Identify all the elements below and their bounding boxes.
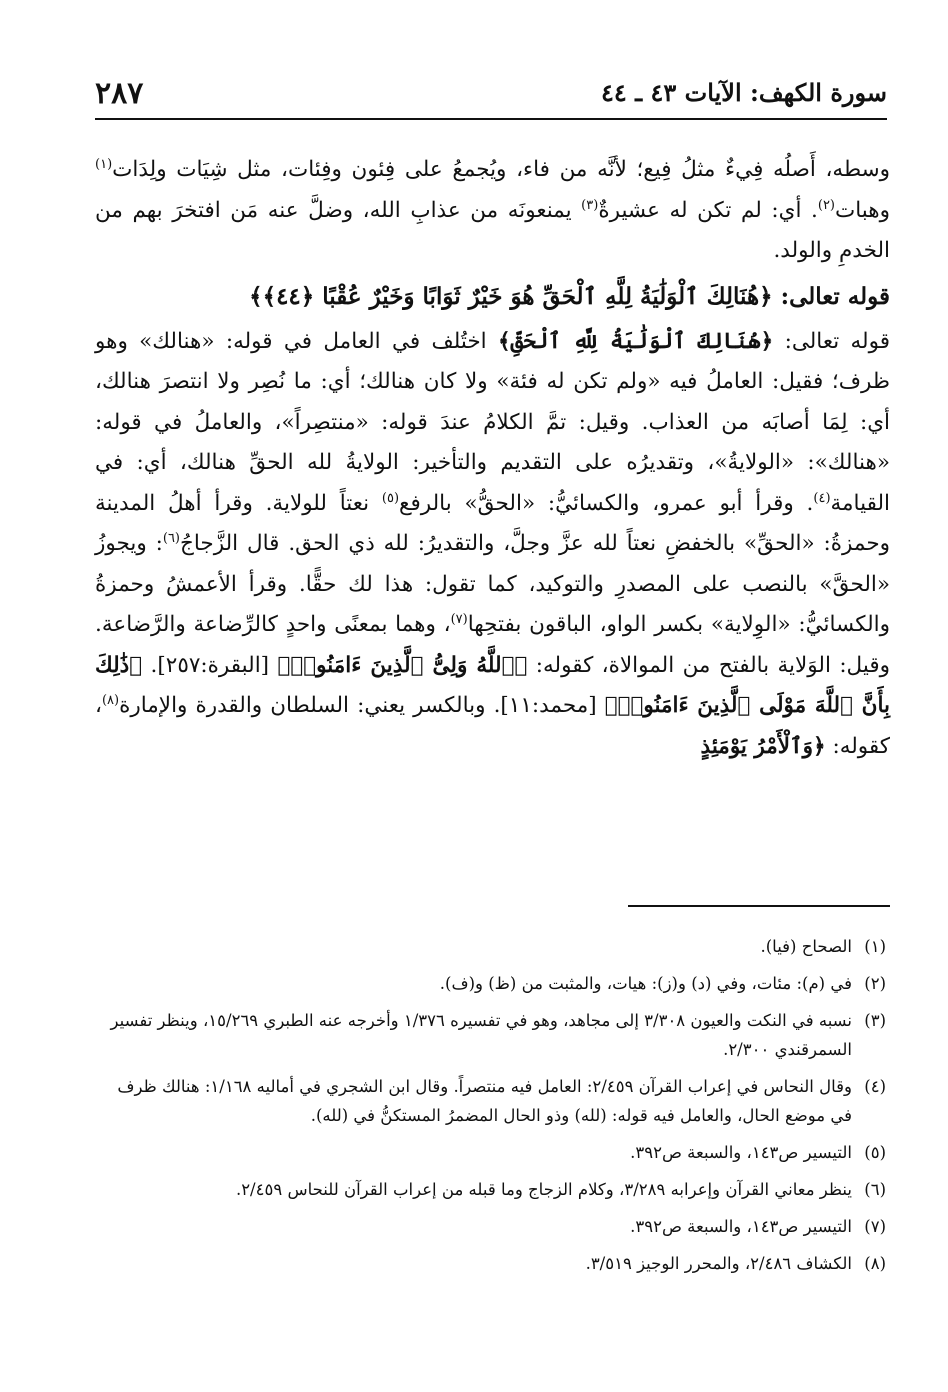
footnote-ref-3: (٣): [581, 197, 599, 213]
quran-quote: ﴿ذَٰلِكَ بِأَنَّ ٱللَّهَ مَوْلَى ٱلَّذِينَ ءَامَنُوا۟﴾: [95, 652, 890, 718]
footnote-number: (٧): [864, 1217, 886, 1236]
verse-heading-label: قوله تعالى:: [772, 282, 890, 310]
footnote-ref-4: (٤): [813, 490, 831, 506]
footnote-number: (٦): [864, 1180, 886, 1199]
text-run: ، كقوله:: [95, 693, 890, 759]
citation: [محمد:١١]. وبالكسر يعني: السلطان والقدرة والإمارة: [119, 693, 605, 718]
footnote-number: (٤): [864, 1077, 886, 1096]
main-text: [95, 150, 890, 767]
footnote-number: (٣): [864, 1011, 886, 1030]
running-title: سورة الكهف: الآيات ٤٣ ـ ٤٤: [601, 78, 887, 107]
footnote: [100, 969, 886, 998]
page-header: [95, 74, 887, 120]
text-run: . وقرأ أبو عمرو، والكسائيُّ: «الحقُّ» بالرفع: [399, 490, 814, 516]
quran-quote: ﴿هُنَالِكَ ٱلْوَلَٰيَةُ لِلَّهِ ٱلْحَقِّ﴾: [497, 328, 774, 354]
paragraph-2: [95, 322, 890, 768]
footnote-ref-2: (٢): [817, 197, 835, 213]
quran-quote: ﴿ٱللَّهُ وَلِىُّ ٱلَّذِينَ ءَامَنُوا۟﴾: [277, 652, 528, 678]
footnote-text: التيسير ص١٤٣، والسبعة ص٣٩٢.: [630, 1217, 852, 1236]
citation: [البقرة:٢٥٧].: [142, 652, 278, 678]
paragraph-1: [95, 150, 890, 272]
footnote-number: (١): [864, 937, 886, 956]
footnote: [100, 1072, 886, 1130]
text-run: : ويجوزُ «الحقَّ» بالنصب على المصدرِ والتوكيد، كما تقول: هذا لك حقًّا. وقرأ الأعمشُ وحمزةُ والكسائيُّ: «الوِلاية» بكسر الواو، الباقون بفتحِها: [95, 531, 890, 637]
footnote: [100, 932, 886, 961]
footnote-text: في (م): مئات، وفي (د) و(ز): هيات، والمثبت من (ظ) و(ف).: [439, 974, 852, 993]
text-run: وسطه، أَصلُه فِيءٌ مثلُ فِيع؛ لأنَّه من فاء، ويُجمعُ على فِئون وفِئات، مثل شِيَات ولِدَات: [112, 157, 890, 182]
footnote: [100, 1138, 886, 1167]
footnote-ref-7: (٧): [450, 611, 468, 627]
footnote-separator: [628, 905, 890, 907]
footnote: [100, 1006, 886, 1064]
verse-text: ﴿هُنَالِكَ ٱلْوَلَٰيَةُ لِلَّهِ ٱلْحَقِّ هُوَ خَيْرٌ ثَوَابًا وَخَيْرٌ عُقْبًا ﴿٤٤﴾﴾: [249, 282, 773, 310]
verse-heading: [95, 272, 890, 322]
footnote-text: نسبه في النكت والعيون ٣/٣٠٨ إلى مجاهد، وهو في تفسيره ١/٣٧٦ وأخرجه عنه الطبري ١٥/٢٦٩، وينظر تفسير السمرقندي ٢/٣٠٠.: [110, 1011, 852, 1059]
text-run: وهبات: [835, 197, 890, 223]
footnote-number: (٨): [864, 1254, 886, 1273]
footnote: [100, 1212, 886, 1241]
footnote-number: (٥): [864, 1143, 886, 1162]
footnote: [100, 1249, 886, 1278]
text-run: اختُلف في العامل في قوله: «هنالك» وهو ظرف؛ فقيل: العاملُ فيه «ولم تكن له فئة» ولا كان هنالك؛ أي: ما نُصِر ولا انتصرَ هنالك، أي: لِمَا أصابَه من العذاب. وقيل: تمَّ الكلامُ عندَ قوله: «منتصِراً»، والعاملُ في قوله: «هنالك»: «الولايةُ»، وتقديرُه على التقديم والتأخير: الولايةُ لله الحقِّ هنالك، أي: في القيامة: [95, 328, 890, 516]
footnote-ref-1: (١): [95, 156, 113, 172]
footnote-ref-8: (٨): [101, 692, 120, 708]
footnote-text: الصحاح (فيا).: [760, 937, 852, 956]
footnote-text: الكشاف ٢/٤٨٦، والمحرر الوجيز ٣/٥١٩.: [585, 1254, 852, 1273]
footnote-text: التيسير ص١٤٣، والسبعة ص٣٩٢.: [630, 1143, 852, 1162]
text-run: نعتاً للولاية. وقرأ أهلُ المدينة وحمزةُ: «الحقِّ» بالخفضِ نعتاً لله عزَّ وجلَّ، والتقديرُ: لله ذي الحق. قال الزَّجاجُ: [95, 490, 890, 556]
text-run: قوله تعالى:: [773, 328, 890, 354]
footnote: [100, 1175, 886, 1204]
footnotes: [100, 932, 886, 1286]
text-run: يمنعونَه من عذابِ الله، وضلَّ عنه مَن افتخرَ بهم من الخدمِ والولد.: [95, 197, 890, 263]
quran-quote: ﴿وَٱلْأَمْرُ يَوْمَئِذٍ: [700, 733, 826, 759]
page-number: ٢٨٧: [95, 76, 144, 111]
text-run: . أي: لم تكن له عشيرةٌ: [598, 197, 818, 223]
text-run: ، وهما بمعنًى واحدٍ كالرِّضاعة والرَّضاعة. وقيل: الوَلاية بالفتح من الموالاة، كقوله:: [95, 612, 890, 678]
footnote-text: ينظر معاني القرآن وإعرابه ٣/٢٨٩، وكلام الزجاج وما قبله من إعراب القرآن للنحاس ٢/٤٥٩.: [235, 1180, 852, 1199]
footnote-ref-5: (٥): [381, 490, 400, 506]
footnote-ref-6: (٦): [162, 530, 180, 546]
footnote-number: (٢): [864, 974, 886, 993]
footnote-text: وقال النحاس في إعراب القرآن ٢/٤٥٩: العامل فيه منتصراً. وقال ابن الشجري في أماليه ١/١٦٨: هنالك ظرف في موضع الحال، والعامل فيه قوله: (لله) وذو الحال المضمرُ المستكنُّ في (لله).: [117, 1077, 852, 1125]
